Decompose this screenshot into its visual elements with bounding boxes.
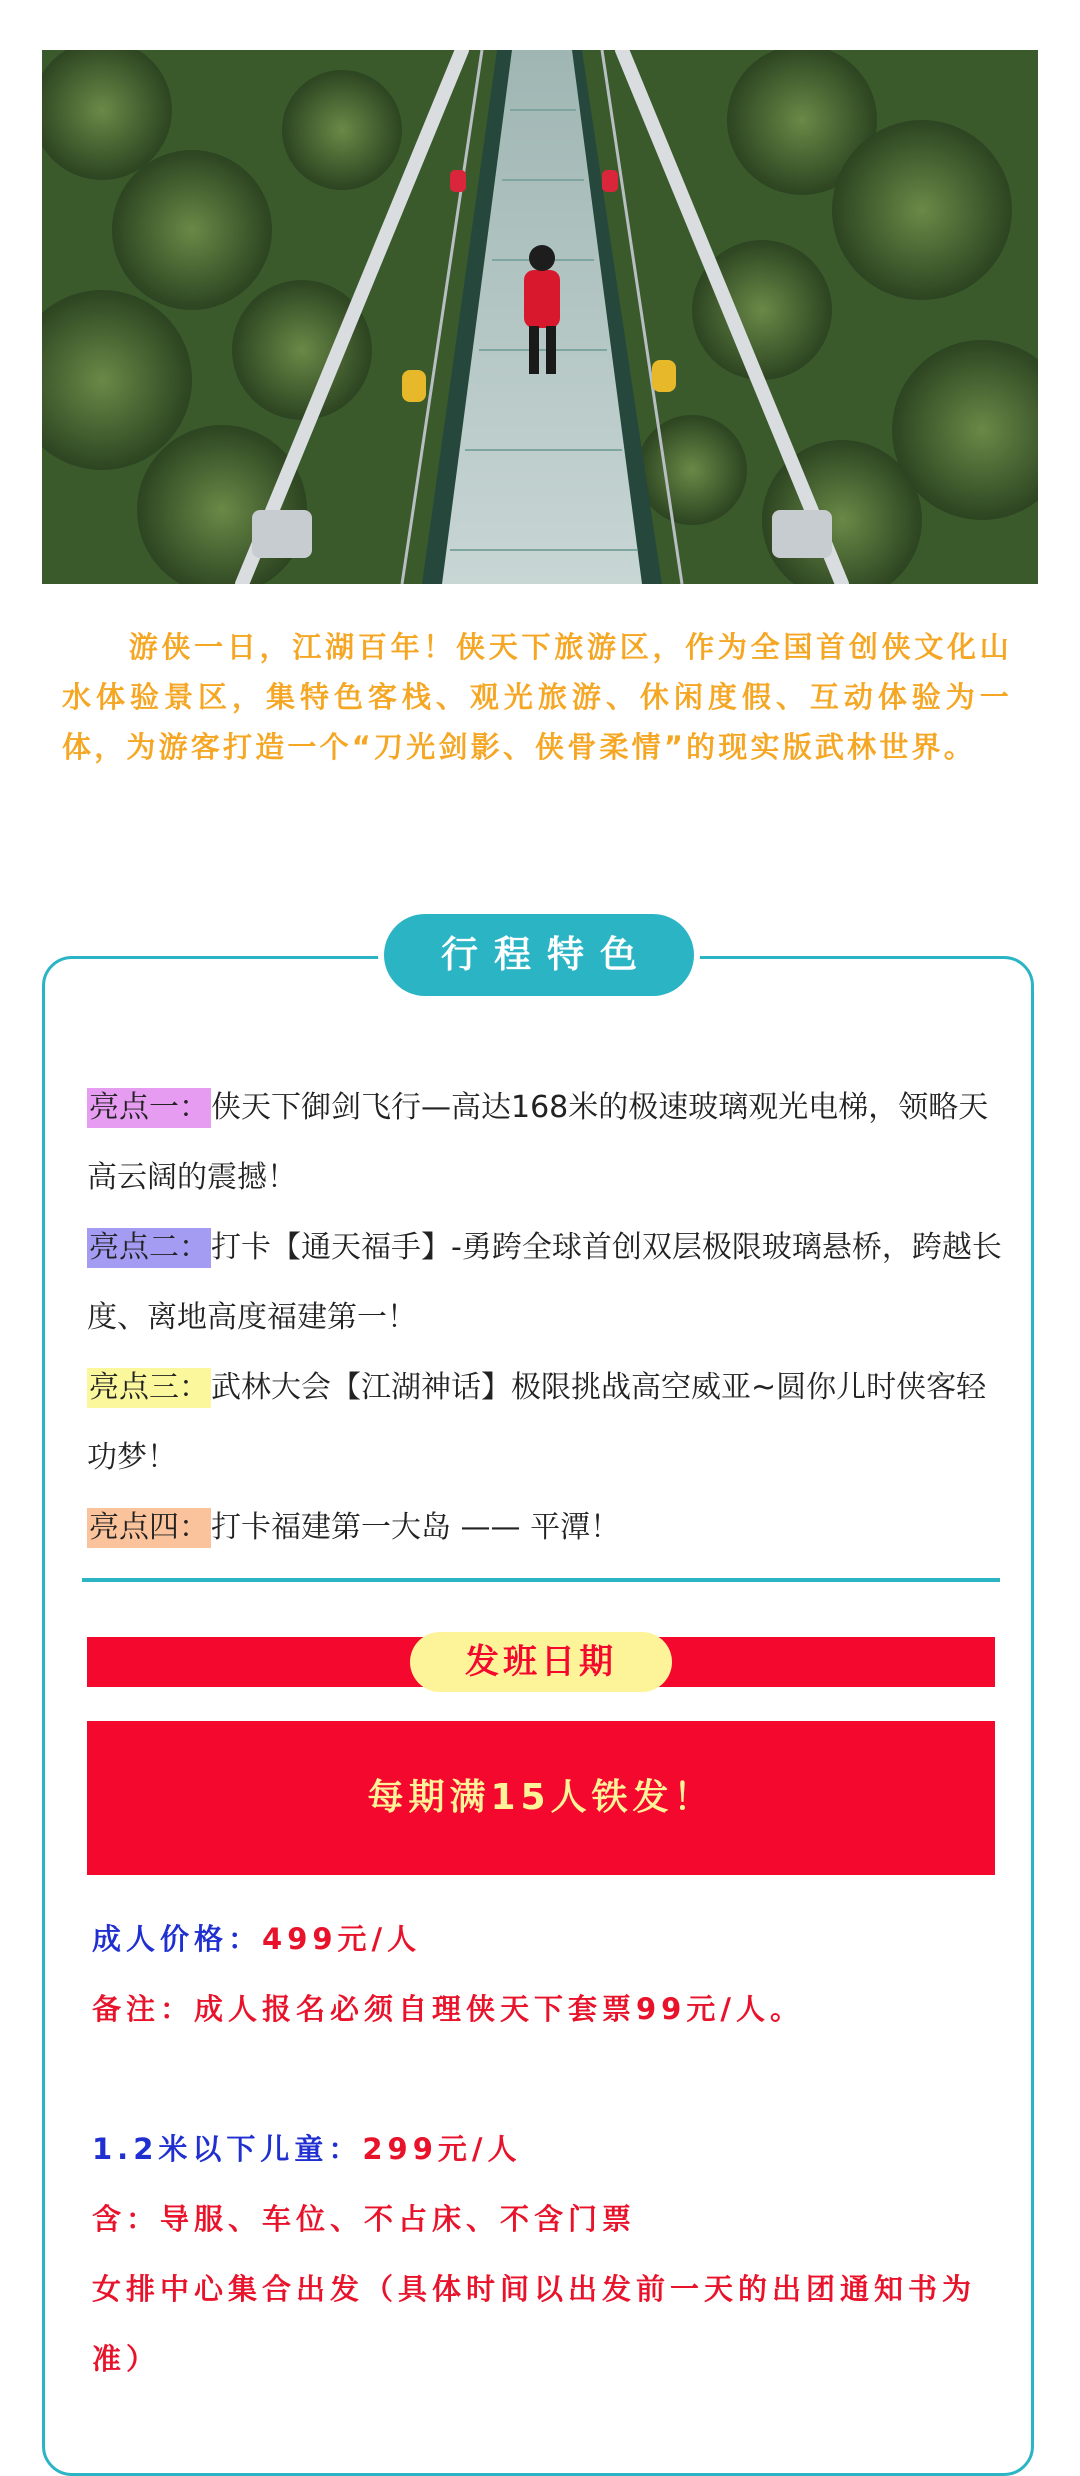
departure-title: 发班日期 (410, 1632, 672, 1692)
departure-banner: 每期满15人铁发！ (87, 1721, 995, 1875)
includes-line: 含：导服、车位、不占床、不含门票 (92, 2202, 637, 2236)
highlight-text: 武林大会【江湖神话】极限挑战高空威亚~圆你儿时侠客轻功梦！ (87, 1370, 987, 1475)
highlight-text: 侠天下御剑飞行—高达168米的极速玻璃观光电梯，领略天高云阔的震撼！ (87, 1090, 989, 1195)
adult-price-label: 成人价格： (92, 1922, 263, 1956)
adult-price-line (92, 1904, 1012, 1974)
gather-line: 女排中心集合出发（具体时间以出发前一天的出团通知书为准） (92, 2272, 977, 2376)
features-title: 行程特色 (384, 914, 694, 996)
highlight-tag: 亮点二： (87, 1228, 211, 1268)
highlight-tag: 亮点三： (87, 1368, 211, 1408)
child-price-label: 1.2米以下儿童： (92, 2132, 363, 2166)
glass-bridge-photo (42, 50, 1038, 584)
hero-image (42, 50, 1038, 584)
highlight-item-3 (87, 1353, 1007, 1493)
highlight-item-1 (87, 1073, 1007, 1213)
child-price-value: 299元/人 (362, 2132, 522, 2166)
intro-paragraph: 游侠一日，江湖百年！侠天下旅游区，作为全国首创侠文化山水体验景区，集特色客栈、观光旅游、休闲度假、互动体验为一体，为游客打造一个“刀光剑影、侠骨柔情”的现实版武林世界。 (62, 630, 1012, 764)
highlight-text: 打卡【通天福手】-勇跨全球首创双层极限玻璃悬桥，跨越长度、离地高度福建第一！ (87, 1230, 1002, 1335)
section-divider (82, 1578, 1000, 1582)
adult-note: 备注：成人报名必须自理侠天下套票99元/人。 (92, 1992, 804, 2026)
highlight-tag: 亮点一： (87, 1088, 211, 1128)
highlight-tag: 亮点四： (87, 1508, 211, 1548)
highlight-item-2 (87, 1213, 1007, 1353)
child-price-line (92, 2114, 1012, 2184)
adult-price-value: 499元/人 (262, 1922, 422, 1956)
highlight-item-4 (87, 1493, 1007, 1563)
highlight-text: 打卡福建第一大岛 —— 平潭！ (211, 1510, 621, 1545)
